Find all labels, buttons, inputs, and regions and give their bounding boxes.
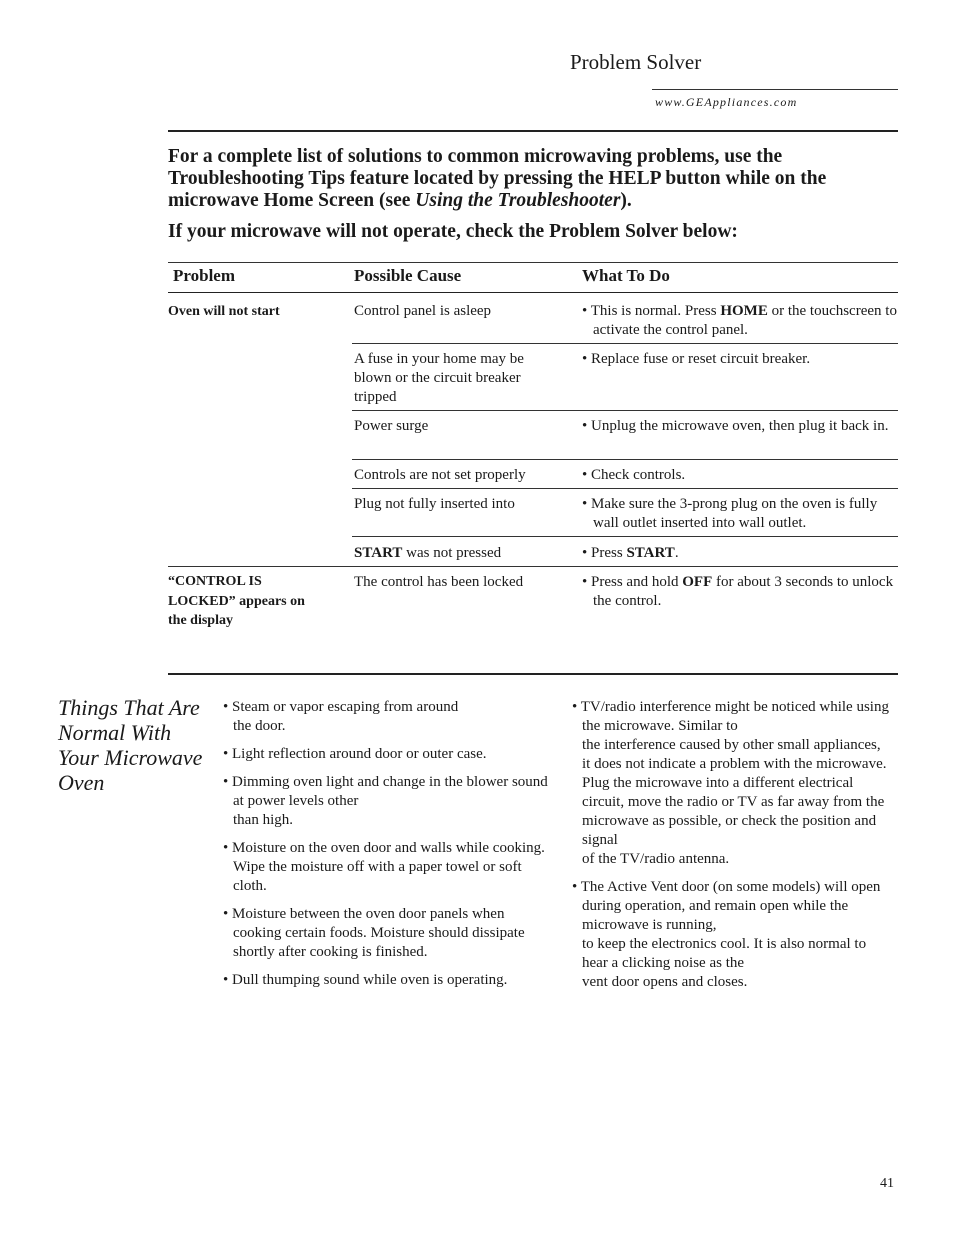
table-row-cause: Control panel is asleep — [354, 303, 492, 319]
table-row-cause: Power surge — [354, 418, 429, 434]
row-divider — [352, 410, 898, 411]
section-divider — [168, 673, 898, 675]
table-row-todo: • Replace fuse or reset circuit breaker. — [582, 351, 811, 367]
table-row-cause: A fuse in your home may be blown or the circuit breaker tripped — [354, 351, 524, 405]
problem-divider — [168, 566, 898, 567]
intro-text-italic: Using the Troubleshooter — [415, 190, 621, 211]
header-possible-cause: Possible Cause — [354, 266, 462, 285]
top-divider — [168, 130, 898, 132]
intro-paragraph — [168, 146, 898, 212]
list-item: • Dull thumping sound while oven is operating. — [223, 972, 508, 988]
website-url: www.GEAppliances.com — [655, 95, 798, 109]
header-divider — [652, 89, 898, 90]
table-row-todo: • This is normal. Press HOME or the touchscreen to activate the control panel. — [582, 303, 897, 338]
table-header-rule — [168, 292, 898, 293]
list-item: • Moisture on the oven door and walls while cooking. Wipe the moisture off with a paper towel or soft cloth. — [223, 840, 545, 894]
list-item: • Steam or vapor escaping from around the door. — [223, 699, 459, 734]
table-row-todo: • Unplug the microwave oven, then plug it back in. — [582, 418, 889, 434]
list-item: • TV/radio interference might be noticed while using the microwave. Similar to the interference caused by other small appliances, it does not indicate a problem with the microwave. Plug the microwave into a different electrical circuit, move the radio or TV as far away from the microwave as possible, or check the position and signal of the TV/radio antenna. — [572, 699, 889, 867]
row-divider — [352, 343, 898, 344]
row-divider — [352, 536, 898, 537]
list-item: • Dimming oven light and change in the blower sound at power levels other than high. — [223, 774, 548, 828]
table-row-todo: • Press and hold OFF for about 3 seconds to unlock the control. — [582, 574, 894, 609]
page-number: 41 — [880, 1176, 894, 1191]
table-row-cause: Controls are not set properly — [354, 467, 526, 483]
normal-list-left — [223, 698, 553, 999]
header-what-to-do: What To Do — [582, 266, 670, 285]
table-row-cause: START was not pressed — [354, 545, 502, 561]
intro-text-a: For a complete list of solutions to common microwaving problems, use the Troubleshooting Tips feature located by pressing the HELP button while on the microwave Home Screen (see — [168, 146, 827, 211]
header-problem: Problem — [173, 266, 236, 285]
intro-text-b: ). — [620, 190, 632, 211]
row-divider — [352, 488, 898, 489]
normal-list-right — [572, 698, 890, 1001]
normal-section-title: Things That Are Normal With Your Microwave Oven — [58, 695, 203, 795]
list-item: • Moisture between the oven door panels when cooking certain foods. Moisture should dissipate shortly after cooking is finished. — [223, 906, 525, 960]
table-row-todo: • Make sure the 3-prong plug on the oven is fully wall outlet inserted into wall outlet. — [582, 496, 878, 531]
list-item: • The Active Vent door (on some models) will open during operation, and remain open while the microwave is running, to keep the electronics cool. It is also normal to hear a clicking noise as the vent door opens and closes. — [572, 879, 881, 990]
page-section-title: Problem Solver — [570, 50, 702, 74]
table-row-todo: • Press START. — [582, 545, 679, 561]
table-row-cause: Plug not fully inserted into — [354, 496, 515, 512]
table-row-cause: The control has been locked — [354, 574, 524, 590]
table-row-todo: • Check controls. — [582, 467, 686, 483]
list-item: • Light reflection around door or outer case. — [223, 746, 487, 762]
row-divider — [352, 459, 898, 460]
problem-oven-will-not-start: Oven will not start — [168, 304, 280, 319]
problem-control-locked: “CONTROL IS LOCKED” appears on the display — [168, 574, 305, 628]
table-top-rule — [168, 262, 898, 263]
intro-check-below: If your microwave will not operate, check the Problem Solver below: — [168, 221, 738, 242]
